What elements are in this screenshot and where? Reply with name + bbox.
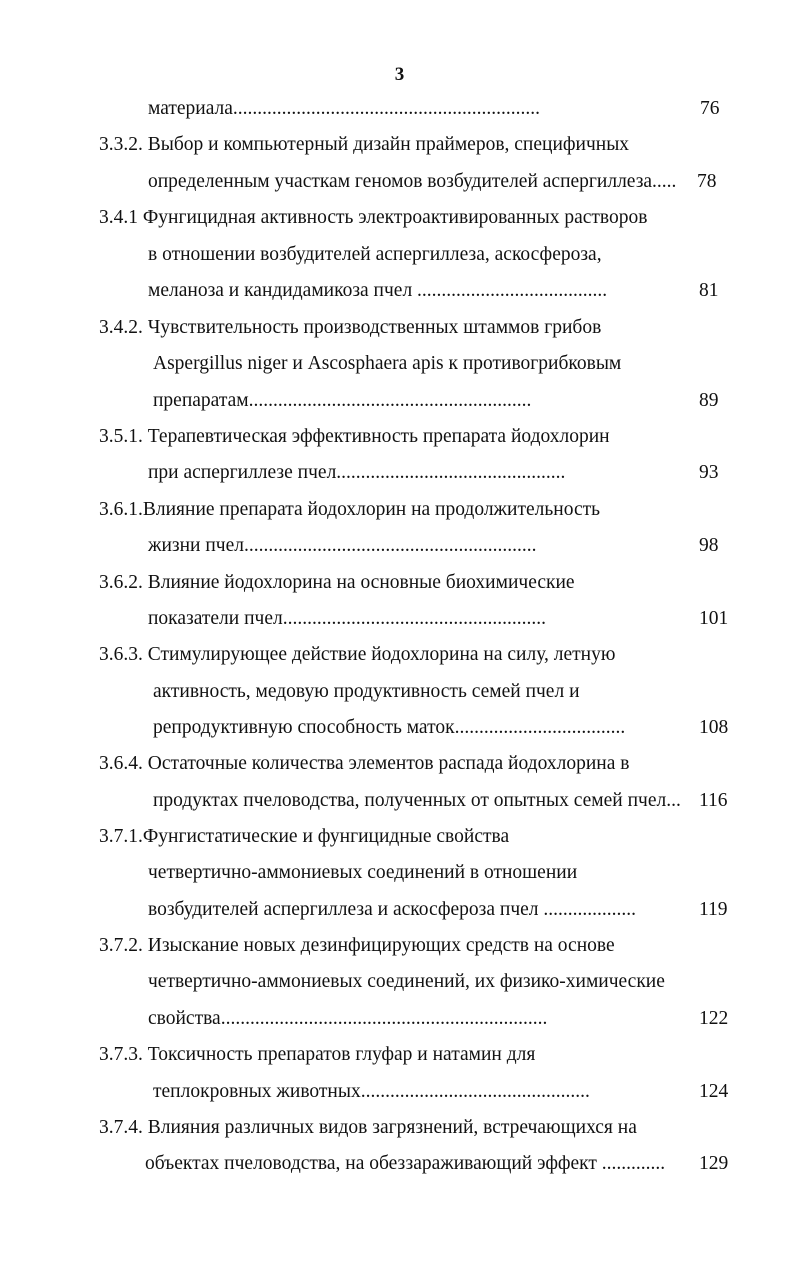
toc-line: жизни пчел............................................................ — [148, 535, 537, 556]
toc-line: 3.7.2. Изыскание новых дезинфицирующих средств на основе — [99, 935, 615, 956]
page-ref: 76 — [700, 98, 720, 119]
page-ref: 93 — [699, 462, 719, 483]
toc-line: в отношении возбудителей аспергиллеза, аскосфероза, — [148, 244, 602, 265]
toc-line: 3.6.4. Остаточные количества элементов распада йодохлорина в — [99, 753, 630, 774]
page-ref: 124 — [699, 1081, 729, 1102]
toc-line: продуктах пчеловодства, полученных от опытных семей пчел... — [153, 790, 681, 811]
toc-line: 3.5.1. Терапевтическая эффективность препарата йодохлорин — [99, 426, 610, 447]
toc-line: 3.6.3. Стимулирующее действие йодохлорина на силу, летную — [99, 644, 616, 665]
toc-line: 3.6.1.Влияние препарата йодохлорин на продолжительность — [99, 499, 601, 520]
page-ref: 98 — [699, 535, 719, 556]
page-ref: 108 — [699, 717, 729, 738]
toc-line: 3.4.1 Фунгицидная активность электроактивированных растворов — [99, 207, 648, 228]
page-ref: 78 — [697, 171, 717, 192]
toc-line: 3.7.4. Влияния различных видов загрязнений, встречающихся на — [99, 1117, 637, 1138]
toc-line: активность, медовую продуктивность семей пчел и — [153, 681, 580, 702]
toc-line: препаратам.......................................................... — [153, 390, 532, 411]
toc-line: показатели пчел...................................................... — [148, 608, 546, 629]
toc-line: Aspergillus niger и Ascosphaera apis к противогрибковым — [153, 353, 622, 374]
page-ref: 119 — [699, 899, 728, 920]
page-ref: 116 — [699, 790, 728, 811]
toc-line: четвертично-аммониевых соединений, их физико-химические — [148, 971, 665, 992]
toc-line: меланоза и кандидамикоза пчел ....................................... — [148, 280, 608, 301]
toc-line: 3.4.2. Чувствительность производственных штаммов грибов — [99, 317, 602, 338]
toc-line: 3.7.1.Фунгистатические и фунгицидные свойства — [99, 826, 510, 847]
page-ref: 129 — [699, 1153, 729, 1174]
page-ref: 89 — [699, 390, 719, 411]
toc-line: 3.6.2. Влияние йодохлорина на основные биохимические — [99, 572, 575, 593]
toc-line: определенным участкам геномов возбудителей аспергиллеза..... — [148, 171, 677, 192]
page-ref: 81 — [699, 280, 719, 301]
toc-line: при аспергиллезе пчел............................................... — [148, 462, 566, 483]
page-ref: 122 — [699, 1008, 729, 1029]
toc-line: свойства................................................................... — [148, 1008, 548, 1029]
toc-line: 3.3.2. Выбор и компьютерный дизайн праймеров, специфичных — [99, 134, 630, 155]
toc-line: материала............................................................... — [148, 98, 541, 119]
page-ref: 101 — [699, 608, 729, 629]
toc-line: объектах пчеловодства, на обеззараживающий эффект ............. — [145, 1153, 666, 1174]
toc-line: репродуктивную способность маток................................... — [153, 717, 626, 738]
toc-line: возбудителей аспергиллеза и аскосфероза пчел ................... — [148, 899, 637, 920]
toc-line: четвертично-аммониевых соединений в отношении — [148, 862, 578, 883]
toc-line: теплокровных животных............................................... — [153, 1081, 590, 1102]
page-number: 3 — [394, 64, 405, 85]
toc-line: 3.7.3. Токсичность препаратов глуфар и натамин для — [99, 1044, 536, 1065]
